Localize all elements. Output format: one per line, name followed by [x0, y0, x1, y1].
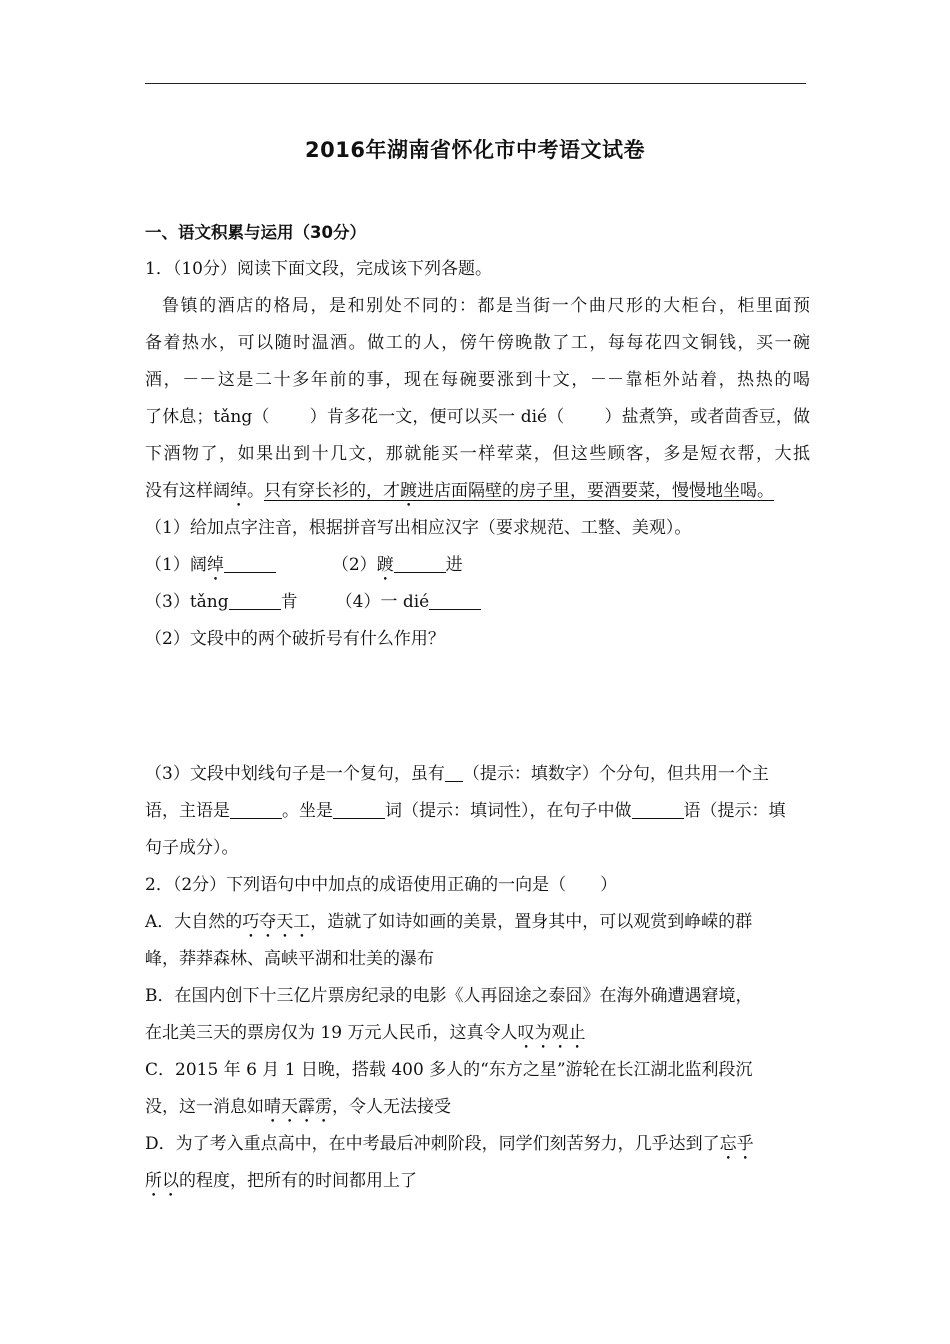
answer-blank[interactable]: [230, 798, 282, 819]
dotted-idiom: 晴天霹雳: [264, 1097, 332, 1117]
q2-stem: 2．（2分）下列语句中中加点的成语使用正确的一向是（ ）: [145, 875, 618, 895]
question-1-block: [145, 214, 810, 658]
dotted-char: 绰: [206, 555, 224, 575]
underlined-text: 进店面隔壁的房子里，要酒要菜，慢慢地坐喝。: [417, 481, 774, 501]
q1-sub1-items-row2: [145, 584, 810, 621]
answer-blank[interactable]: [229, 589, 281, 610]
passage-line: 备着热水，可以随时温酒。做工的人，傍午傍晚散了工，每每花四文铜钱，买一碗: [145, 333, 810, 353]
sub3-text: 语，主语是: [145, 801, 230, 821]
item-label: （2）: [331, 555, 377, 575]
passage-text: 。: [247, 481, 264, 501]
passage-line: [145, 473, 810, 510]
dotted-char: 踱: [376, 555, 394, 575]
passage-line: 鲁镇的酒店的格局，是和别处不同的：都是当街一个曲尺形的大柜台，柜里面预: [162, 296, 810, 316]
item-label: （3）tǎng: [145, 592, 229, 612]
q1-sub1-items-row1: [145, 547, 810, 584]
q2-option-d[interactable]: [145, 1126, 810, 1163]
question-1-part3-and-question-2: [145, 756, 810, 1200]
passage-text: ）盐煮笋，或者茴香豆，做: [604, 407, 810, 427]
sub3-text: 词（提示：填词性），在句子中做: [385, 801, 632, 821]
item-text: 进: [445, 555, 463, 575]
q1-sub2: （2）文段中的两个破折号有什么作用？: [145, 629, 445, 649]
sub3-text: 。坐是: [282, 801, 333, 821]
header-rule: [145, 83, 806, 84]
q2-option-a-cont: 峰，莽莽森林、高峡平湖和壮美的瀑布: [145, 949, 434, 969]
item-label: （1）阔: [145, 555, 207, 575]
answer-blank[interactable]: [632, 798, 684, 819]
q2-option-c-cont: [145, 1089, 810, 1126]
q1-sub1: （1）给加点字注音，根据拼音写出相应汉字（要求规范、工整、美观）。: [145, 518, 692, 538]
page-title: 2016年湖南省怀化市中考语文试卷: [305, 138, 645, 162]
item-text: 肯: [280, 592, 298, 612]
dotted-idiom: 所以: [145, 1171, 179, 1191]
q2-option-b-cont: [145, 1015, 810, 1052]
q2-option-d-cont: [145, 1163, 810, 1200]
option-text: ，造就了如诗如画的美景，置身其中，可以观赏到峥嵘的群: [310, 912, 753, 932]
passage-text: 没有这样阔: [145, 481, 230, 501]
option-text: ，令人无法接受: [332, 1097, 451, 1117]
q1-sub3-line: 句子成分）。: [145, 838, 239, 858]
q2-option-c[interactable]: C．2015 年 6 月 1 日晚，搭载 400 多人的“东方之星”游轮在长江湖北监利段沉: [145, 1060, 753, 1080]
answer-blank[interactable]: [333, 798, 385, 819]
dotted-idiom: 巧夺天工: [242, 912, 311, 932]
option-text: D．为了考入重点高中，在中考最后冲刺阶段，同学们刻苦努力，几乎达到了: [145, 1134, 720, 1154]
passage-text: ）肯多花一文，便可以买一 dié（: [309, 407, 565, 427]
answer-blank[interactable]: [394, 552, 446, 573]
passage-line: [145, 399, 810, 436]
passage-text: 了休息；tǎng（: [145, 407, 270, 427]
section-heading: 一、语文积累与运用（30分）: [145, 223, 366, 242]
dotted-idiom: 叹为观止: [517, 1023, 586, 1043]
dotted-idiom: 忘乎: [719, 1134, 754, 1154]
q2-option-a[interactable]: [145, 904, 810, 941]
sub3-text: 语（提示：填: [683, 801, 786, 821]
answer-blank[interactable]: [445, 761, 463, 782]
item-label: （4）一 dié: [335, 592, 430, 612]
option-text: A．大自然的: [145, 912, 243, 932]
sub3-text: （3）文段中划线句子是一个复句，虽有: [145, 764, 445, 784]
passage-line: 酒，－－这是二十多年前的事，现在每碗要涨到十文，－－靠柜外站着，热热的喝: [145, 370, 810, 390]
option-text: 在北美三天的票房仅为 19 万元人民币，这真令人: [145, 1023, 518, 1043]
dotted-char: 绰: [230, 481, 247, 501]
option-text: 没，这一消息如: [145, 1097, 264, 1117]
q1-sub3-line: [145, 793, 810, 830]
dotted-char: 踱: [400, 481, 417, 501]
answer-blank[interactable]: [429, 589, 481, 610]
sub3-text: （提示：填数字）个分句，但共用一个主: [462, 764, 769, 784]
q1-sub3-line: [145, 756, 810, 793]
underlined-sentence: [264, 481, 774, 501]
passage-line: 下酒物了，如果出到十几文，那就能买一样荤菜，但这些顾客，多是短衣帮，大抵: [145, 444, 810, 464]
underlined-text: 只有穿长衫的，才: [264, 481, 400, 501]
answer-blank[interactable]: [224, 552, 276, 573]
option-text: 的程度，把所有的时间都用上了: [179, 1171, 417, 1191]
q2-option-b[interactable]: B．在国内创下十三亿片票房纪录的电影《人再囧途之泰囧》在海外确遭遇窘境，: [145, 986, 753, 1006]
q1-stem: 1．（10分）阅读下面文段，完成该下列各题。: [145, 259, 492, 279]
